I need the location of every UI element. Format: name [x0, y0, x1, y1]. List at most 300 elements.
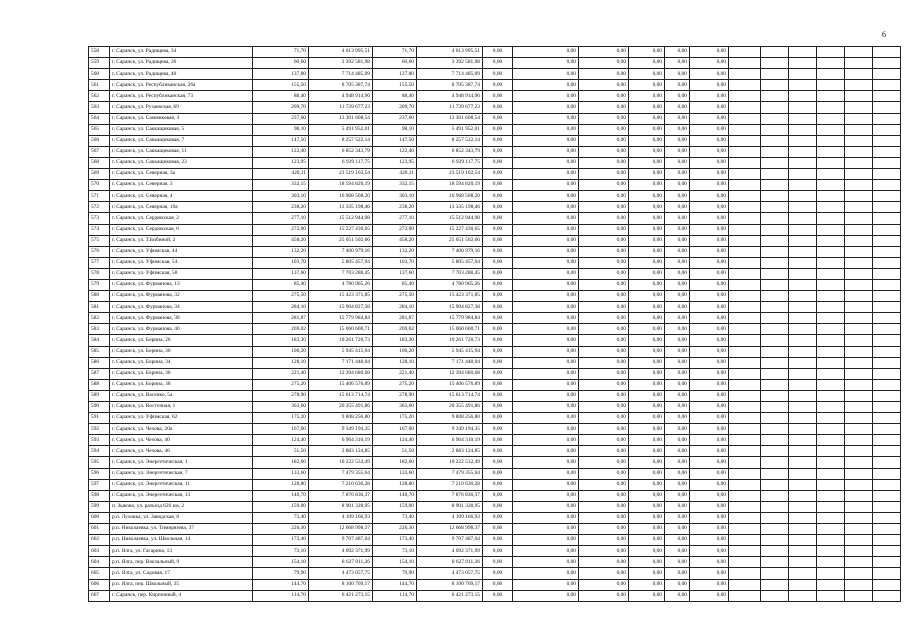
cell-val-2: 0,00 [513, 291, 579, 302]
cell-empty [761, 546, 789, 557]
cell-cost: 5 945 415,94 [309, 346, 373, 357]
cell-empty [873, 302, 901, 313]
cell-cost-2: 6 939 117,75 [417, 157, 483, 168]
cell-val-4: 0,00 [629, 390, 665, 401]
cell-val-3: 0,00 [579, 169, 629, 180]
cell-cost: 7 876 836,37 [309, 490, 373, 501]
cell-empty [817, 490, 845, 501]
cell-empty [817, 58, 845, 69]
cell-val-6: 0,00 [690, 590, 729, 601]
table-row [89, 257, 901, 268]
cell-cost: 18 594 820,19 [309, 180, 373, 191]
cell-empty [817, 246, 845, 257]
cell-val-1: 0,00 [483, 490, 513, 501]
cell-empty [845, 557, 873, 568]
cell-area: 106,20 [253, 346, 309, 357]
cell-val-3: 0,00 [579, 512, 629, 523]
cell-val-1: 0,00 [483, 335, 513, 346]
cell-empty [817, 468, 845, 479]
cell-val-3: 0,00 [579, 213, 629, 224]
cell-area: 122,40 [253, 146, 309, 157]
cell-area-2: 128,10 [373, 357, 417, 368]
cell-empty [789, 435, 817, 446]
cell-cost-2: 15 060 600,71 [417, 324, 483, 335]
cell-val-5: 0,00 [665, 80, 690, 91]
cell-val-2: 0,00 [513, 213, 579, 224]
cell-val-1: 0,00 [483, 468, 513, 479]
cell-empty [729, 202, 761, 213]
table-row [89, 324, 901, 335]
cell-empty [761, 479, 789, 490]
cell-val-1: 0,00 [483, 102, 513, 113]
table-row [89, 224, 901, 235]
cell-address: г. Саранск, ул. Северная, 3 [110, 180, 253, 191]
cell-empty [845, 279, 873, 290]
cell-val-4: 0,00 [629, 413, 665, 424]
cell-cost-2: 4 473 057,75 [417, 568, 483, 579]
cell-empty [789, 146, 817, 157]
cell-empty [761, 390, 789, 401]
cell-cost: 15 613 714,74 [309, 390, 373, 401]
cell-empty [729, 357, 761, 368]
cell-empty [873, 590, 901, 601]
cell-cost-2: 4 780 965,26 [417, 279, 483, 290]
cell-val-2: 0,00 [513, 368, 579, 379]
cell-empty [729, 590, 761, 601]
cell-val-2: 0,00 [513, 579, 579, 590]
cell-empty [789, 490, 817, 501]
cell-empty [873, 579, 901, 590]
cell-empty [729, 157, 761, 168]
cell-val-4: 0,00 [629, 191, 665, 202]
cell-val-6: 0,00 [690, 435, 729, 446]
cell-area: 73,10 [253, 546, 309, 557]
cell-val-1: 0,00 [483, 390, 513, 401]
cell-val-2: 0,00 [513, 169, 579, 180]
cell-cost: 8 705 387,74 [309, 80, 373, 91]
cell-empty [761, 446, 789, 457]
cell-cost: 8 257 522,14 [309, 135, 373, 146]
cell-val-1: 0,00 [483, 357, 513, 368]
cell-empty [873, 424, 901, 435]
cell-val-6: 0,00 [690, 379, 729, 390]
cell-area-2: 88,40 [373, 91, 417, 102]
cell-cost: 9 349 194,35 [309, 424, 373, 435]
cell-address: р.п. Ялга, ул. Гагарина, 13 [110, 546, 253, 557]
cell-val-3: 0,00 [579, 490, 629, 501]
cell-empty [817, 413, 845, 424]
cell-row-number: 568 [89, 157, 110, 168]
cell-cost-2: 9 707 487,04 [417, 535, 483, 546]
cell-address: г. Саранск, ул. Радищева, 36 [110, 58, 253, 69]
cell-area-2: 123,95 [373, 157, 417, 168]
cell-cost-2: 8 100 769,17 [417, 579, 483, 590]
cell-area: 237,60 [253, 113, 309, 124]
cell-empty [761, 590, 789, 601]
cell-area-2: 103,70 [373, 257, 417, 268]
cell-val-1: 0,00 [483, 58, 513, 69]
cell-row-number: 570 [89, 180, 110, 191]
cell-empty [789, 479, 817, 490]
cell-address: г. Саранск, ул. Борина, 34 [110, 357, 253, 368]
cell-val-6: 0,00 [690, 490, 729, 501]
cell-empty [729, 435, 761, 446]
cell-empty [761, 246, 789, 257]
cell-val-2: 0,00 [513, 102, 579, 113]
cell-val-5: 0,00 [665, 113, 690, 124]
table-body [89, 47, 901, 602]
cell-cost: 7 400 979,16 [309, 246, 373, 257]
cell-empty [845, 102, 873, 113]
cell-empty [817, 302, 845, 313]
cell-row-number: 562 [89, 91, 110, 102]
cell-area: 79,90 [253, 568, 309, 579]
cell-empty [845, 379, 873, 390]
cell-val-6: 0,00 [690, 546, 729, 557]
cell-empty [817, 324, 845, 335]
cell-val-3: 0,00 [579, 102, 629, 113]
cell-val-2: 0,00 [513, 335, 579, 346]
table-row [89, 590, 901, 601]
cell-empty [845, 246, 873, 257]
cell-empty [729, 169, 761, 180]
cell-val-3: 0,00 [579, 324, 629, 335]
cell-empty [845, 368, 873, 379]
cell-empty [761, 268, 789, 279]
cell-row-number: 560 [89, 69, 110, 80]
cell-empty [789, 180, 817, 191]
cell-val-1: 0,00 [483, 535, 513, 546]
cell-area: 209,70 [253, 102, 309, 113]
cell-val-2: 0,00 [513, 590, 579, 601]
cell-val-5: 0,00 [665, 58, 690, 69]
cell-area: 98,10 [253, 124, 309, 135]
cell-val-6: 0,00 [690, 402, 729, 413]
cell-val-4: 0,00 [629, 146, 665, 157]
cell-empty [789, 80, 817, 91]
cell-empty [789, 368, 817, 379]
cell-empty [817, 512, 845, 523]
table-row [89, 335, 901, 346]
cell-val-5: 0,00 [665, 435, 690, 446]
cell-empty [817, 235, 845, 246]
cell-row-number: 585 [89, 346, 110, 357]
cell-cost: 2 883 124,85 [309, 446, 373, 457]
cell-val-2: 0,00 [513, 157, 579, 168]
cell-row-number: 589 [89, 390, 110, 401]
cell-empty [845, 58, 873, 69]
cell-val-1: 0,00 [483, 557, 513, 568]
cell-val-1: 0,00 [483, 302, 513, 313]
cell-cost: 15 406 576,89 [309, 379, 373, 390]
cell-address: г. Саранск, ул. Васенко, 5а [110, 390, 253, 401]
cell-empty [761, 257, 789, 268]
cell-area-2: 154,10 [373, 557, 417, 568]
cell-cost-2: 6 421 273,15 [417, 590, 483, 601]
cell-val-1: 0,00 [483, 235, 513, 246]
cell-empty [817, 457, 845, 468]
cell-val-2: 0,00 [513, 490, 579, 501]
cell-cost: 6 852 343,79 [309, 146, 373, 157]
cell-val-3: 0,00 [579, 357, 629, 368]
cell-empty [729, 213, 761, 224]
cell-val-3: 0,00 [579, 524, 629, 535]
cell-empty [817, 69, 845, 80]
cell-val-3: 0,00 [579, 202, 629, 213]
cell-area-2: 277,10 [373, 213, 417, 224]
cell-val-3: 0,00 [579, 446, 629, 457]
cell-val-1: 0,00 [483, 279, 513, 290]
cell-cost: 4 092 371,99 [309, 546, 373, 557]
cell-empty [729, 191, 761, 202]
cell-empty [845, 224, 873, 235]
cell-empty [789, 590, 817, 601]
cell-empty [845, 357, 873, 368]
cell-address: г. Саранск, ул. Саккащиковая, 11 [110, 146, 253, 157]
cell-empty [873, 102, 901, 113]
cell-cost-2: 9 349 194,35 [417, 424, 483, 435]
cell-cost-2: 9 808 256,80 [417, 413, 483, 424]
cell-cost: 15 423 371,85 [309, 291, 373, 302]
cell-empty [729, 135, 761, 146]
cell-val-4: 0,00 [629, 257, 665, 268]
cell-cost: 7 171 448,04 [309, 357, 373, 368]
table-row [89, 246, 901, 257]
cell-val-4: 0,00 [629, 224, 665, 235]
cell-empty [817, 402, 845, 413]
cell-empty [761, 235, 789, 246]
cell-val-6: 0,00 [690, 501, 729, 512]
cell-empty [789, 468, 817, 479]
table-row [89, 135, 901, 146]
cell-empty [789, 102, 817, 113]
cell-area: 128,80 [253, 479, 309, 490]
cell-val-2: 0,00 [513, 58, 579, 69]
cell-val-3: 0,00 [579, 279, 629, 290]
cell-val-3: 0,00 [579, 91, 629, 102]
cell-address: г. Саранск, ул. Северная, 3а [110, 169, 253, 180]
cell-address: г. Саранск, ул. Северная, 10а [110, 202, 253, 213]
cell-val-4: 0,00 [629, 169, 665, 180]
cell-area-2: 79,90 [373, 568, 417, 579]
cell-val-1: 0,00 [483, 113, 513, 124]
cell-val-5: 0,00 [665, 490, 690, 501]
cell-val-6: 0,00 [690, 58, 729, 69]
cell-val-1: 0,00 [483, 346, 513, 357]
cell-val-3: 0,00 [579, 379, 629, 390]
cell-empty [873, 191, 901, 202]
table-row [89, 524, 901, 535]
cell-val-5: 0,00 [665, 180, 690, 191]
cell-row-number: 607 [89, 590, 110, 601]
cell-cost-2: 7 400 979,16 [417, 246, 483, 257]
cell-area-2: 278,90 [373, 390, 417, 401]
cell-val-4: 0,00 [629, 479, 665, 490]
cell-val-2: 0,00 [513, 91, 579, 102]
cell-val-4: 0,00 [629, 590, 665, 601]
cell-cost-2: 5 491 952,01 [417, 124, 483, 135]
cell-val-5: 0,00 [665, 91, 690, 102]
cell-empty [817, 590, 845, 601]
cell-empty [873, 213, 901, 224]
cell-empty [845, 546, 873, 557]
cell-val-6: 0,00 [690, 169, 729, 180]
cell-area-2: 73,40 [373, 512, 417, 523]
cell-empty [873, 468, 901, 479]
cell-val-3: 0,00 [579, 468, 629, 479]
cell-cost: 25 651 502,66 [309, 235, 373, 246]
cell-cost-2: 10 261 720,73 [417, 335, 483, 346]
cell-val-5: 0,00 [665, 379, 690, 390]
cell-empty [789, 579, 817, 590]
cell-empty [729, 512, 761, 523]
cell-val-2: 0,00 [513, 302, 579, 313]
table-row [89, 501, 901, 512]
cell-val-3: 0,00 [579, 257, 629, 268]
cell-val-3: 0,00 [579, 557, 629, 568]
table-row [89, 568, 901, 579]
cell-val-4: 0,00 [629, 202, 665, 213]
cell-area: 144,70 [253, 579, 309, 590]
cell-address: г. Саранск, ул. Чехова, 46 [110, 446, 253, 457]
cell-empty [817, 146, 845, 157]
cell-val-5: 0,00 [665, 346, 690, 357]
cell-empty [761, 512, 789, 523]
cell-empty [761, 102, 789, 113]
cell-empty [729, 124, 761, 135]
cell-val-6: 0,00 [690, 524, 729, 535]
cell-val-3: 0,00 [579, 47, 629, 58]
cell-address: г. Саранск, ул. Борина, 36 [110, 368, 253, 379]
cell-empty [845, 424, 873, 435]
cell-empty [845, 135, 873, 146]
cell-empty [761, 202, 789, 213]
cell-val-1: 0,00 [483, 202, 513, 213]
cell-val-1: 0,00 [483, 246, 513, 257]
cell-empty [817, 479, 845, 490]
cell-row-number: 574 [89, 224, 110, 235]
cell-val-4: 0,00 [629, 368, 665, 379]
cell-empty [761, 91, 789, 102]
cell-address: г. Саранск, ул. Фурманова, 34 [110, 302, 253, 313]
cell-val-6: 0,00 [690, 246, 729, 257]
cell-val-4: 0,00 [629, 279, 665, 290]
cell-val-1: 0,00 [483, 69, 513, 80]
cell-empty [761, 379, 789, 390]
cell-val-1: 0,00 [483, 224, 513, 235]
cell-empty [789, 446, 817, 457]
cell-val-5: 0,00 [665, 257, 690, 268]
cell-val-4: 0,00 [629, 357, 665, 368]
cell-cost: 4 780 965,26 [309, 279, 373, 290]
table-row [89, 191, 901, 202]
cell-val-2: 0,00 [513, 546, 579, 557]
cell-val-1: 0,00 [483, 579, 513, 590]
cell-empty [873, 291, 901, 302]
cell-row-number: 582 [89, 313, 110, 324]
cell-val-5: 0,00 [665, 124, 690, 135]
cell-empty [761, 291, 789, 302]
cell-empty [729, 279, 761, 290]
cell-val-6: 0,00 [690, 324, 729, 335]
cell-empty [817, 546, 845, 557]
cell-empty [761, 368, 789, 379]
cell-val-3: 0,00 [579, 479, 629, 490]
cell-val-2: 0,00 [513, 268, 579, 279]
cell-val-2: 0,00 [513, 313, 579, 324]
cell-empty [873, 235, 901, 246]
cell-empty [845, 180, 873, 191]
cell-empty [761, 579, 789, 590]
cell-val-5: 0,00 [665, 590, 690, 601]
cell-cost: 8 627 011,26 [309, 557, 373, 568]
cell-empty [729, 180, 761, 191]
cell-val-6: 0,00 [690, 535, 729, 546]
cell-empty [845, 69, 873, 80]
cell-empty [845, 524, 873, 535]
table-row [89, 490, 901, 501]
cell-empty [873, 257, 901, 268]
cell-row-number: 601 [89, 524, 110, 535]
cell-cost-2: 5 945 415,94 [417, 346, 483, 357]
cell-empty [817, 379, 845, 390]
housing-registry-table [88, 46, 901, 602]
cell-empty [845, 313, 873, 324]
cell-empty [789, 191, 817, 202]
cell-val-6: 0,00 [690, 224, 729, 235]
cell-empty [789, 291, 817, 302]
page-number: 6 [882, 30, 886, 39]
cell-val-5: 0,00 [665, 202, 690, 213]
cell-empty [761, 413, 789, 424]
cell-val-5: 0,00 [665, 268, 690, 279]
table-row [89, 124, 901, 135]
cell-empty [761, 302, 789, 313]
cell-val-1: 0,00 [483, 268, 513, 279]
cell-val-5: 0,00 [665, 279, 690, 290]
cell-empty [729, 324, 761, 335]
cell-val-2: 0,00 [513, 202, 579, 213]
cell-empty [845, 291, 873, 302]
cell-empty [729, 390, 761, 401]
cell-val-4: 0,00 [629, 335, 665, 346]
cell-empty [761, 468, 789, 479]
cell-val-4: 0,00 [629, 268, 665, 279]
cell-empty [817, 180, 845, 191]
cell-val-5: 0,00 [665, 357, 690, 368]
cell-area: 73,40 [253, 512, 309, 523]
cell-val-4: 0,00 [629, 457, 665, 468]
cell-area-2: 124,40 [373, 435, 417, 446]
cell-empty [729, 102, 761, 113]
cell-area: 183,30 [253, 335, 309, 346]
cell-empty [729, 313, 761, 324]
cell-val-6: 0,00 [690, 446, 729, 457]
cell-val-2: 0,00 [513, 501, 579, 512]
cell-empty [817, 279, 845, 290]
cell-address: г. Саранск, ул. Саккащиковая, 7 [110, 135, 253, 146]
cell-empty [873, 479, 901, 490]
cell-val-5: 0,00 [665, 402, 690, 413]
table-row [89, 302, 901, 313]
cell-val-4: 0,00 [629, 135, 665, 146]
table-row [89, 457, 901, 468]
cell-val-6: 0,00 [690, 468, 729, 479]
cell-row-number: 561 [89, 80, 110, 91]
cell-val-6: 0,00 [690, 91, 729, 102]
table-row [89, 446, 901, 457]
cell-val-4: 0,00 [629, 235, 665, 246]
